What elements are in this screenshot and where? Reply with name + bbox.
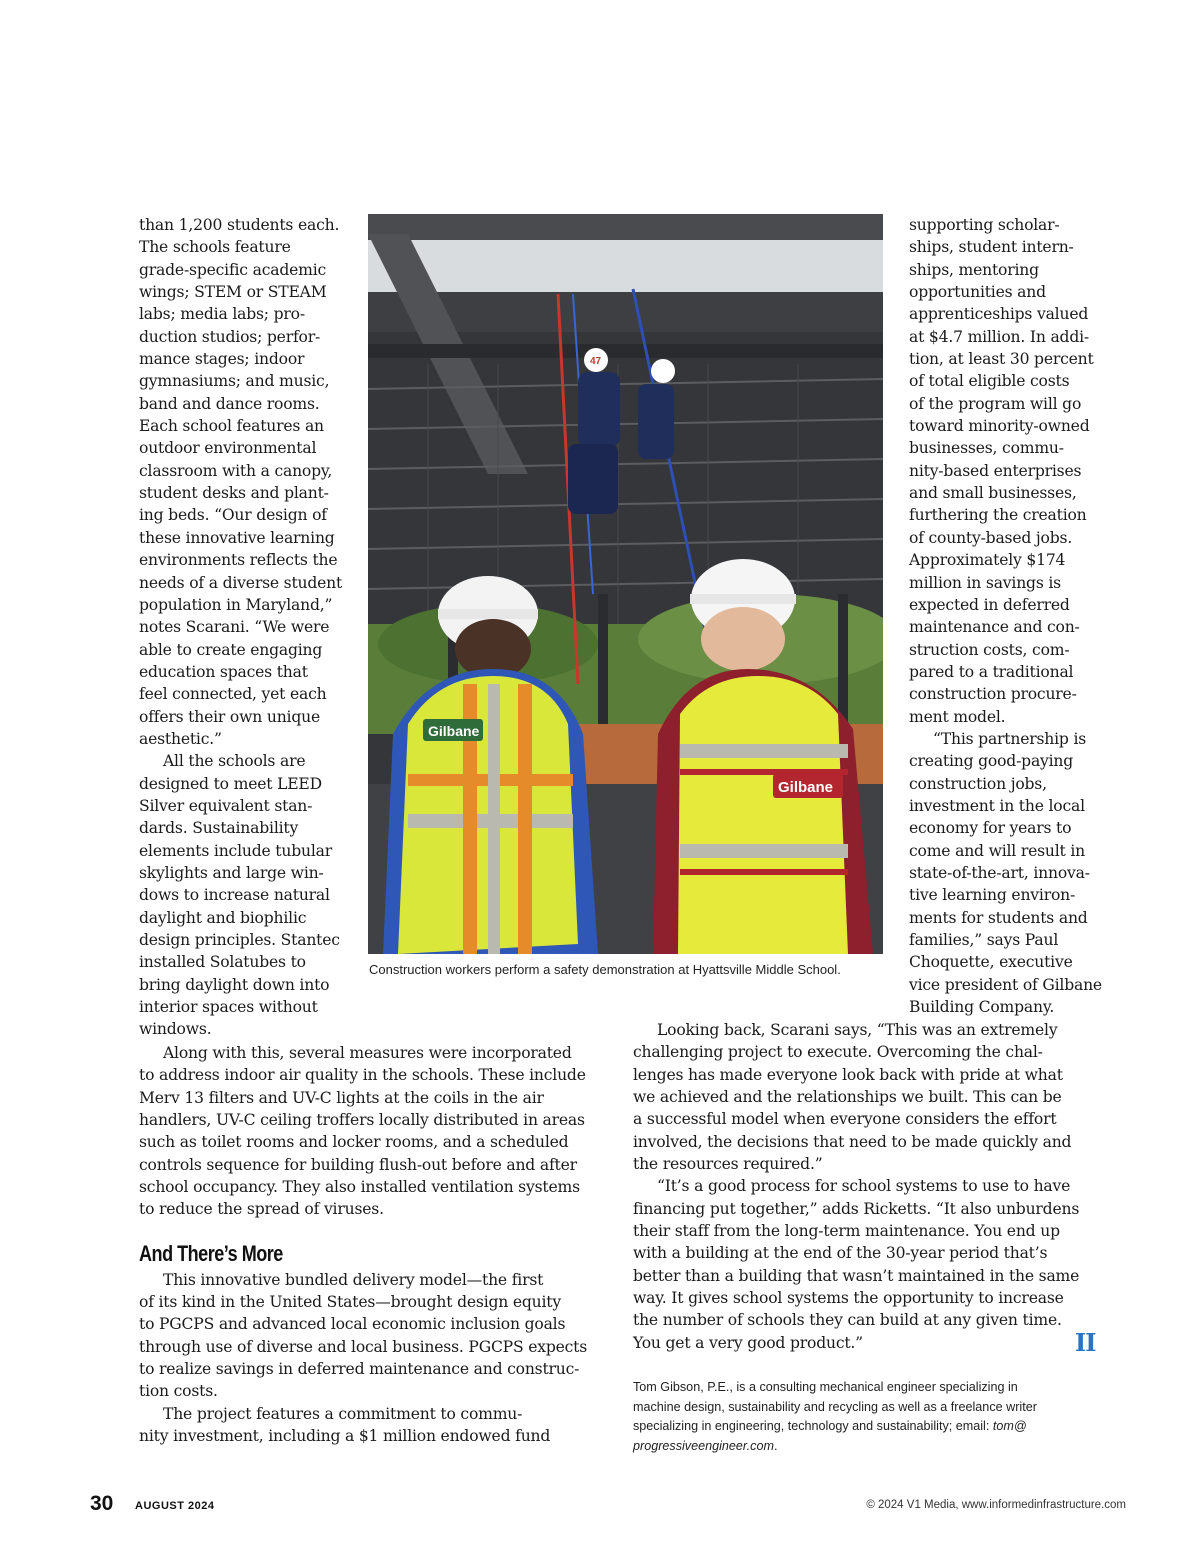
vest-logo-left: Gilbane (428, 723, 480, 739)
paragraph: than 1,200 students each. The schools feature grade-specific academic wings; STEM or STEAM labs; media labs; pro- duction studios; perfor- mance stages; indoor gymnasiums; and music, band and dance rooms. Each school features an outdoor environmental classroom with a canopy, student desks and plant- ing beds. “Our design of these innovative learning environments reflects the needs of a diverse student population in Maryland,” notes Scarani. “We were able to create engaging education spaces that feel connected, yet each offers their own unique aesthetic.” (139, 216, 343, 748)
paragraph: Looking back, Scarani says, “This was an extremely challenging project to execute. Overcoming the chal- lenges has made everyone look back with pride at what we achieved and the relationships we built. This can be a successful model when everyone considers the effort involved, the decisions that need to be made quickly and the resources required.” (633, 1021, 1072, 1174)
author-bio (633, 1378, 1093, 1456)
page-number: 30 (90, 1492, 114, 1515)
issue-date: AUGUST 2024 (135, 1500, 215, 1512)
paragraph: This innovative bundled delivery model—the first of its kind in the United States—brought design equity to PGCPS and advanced local economic inclusion goals through use of diverse and local business. PGCPS expects to realize savings in deferred maintenance and construc- tion costs. (139, 1270, 588, 1401)
article-column-right-top (909, 214, 1114, 1018)
article-column-left-bottom (139, 1042, 619, 1448)
vest-logo-right: Gilbane (778, 779, 834, 796)
section-heading: And There’s More (139, 1240, 283, 1266)
paragraph: “It’s a good process for school systems to use to have financing put together,” adds Ricketts. “It also unburdens their staff from the long-term maintenance. You end up with a building at the end of the 30-year period that’s better than a building that wasn’t maintained in the same way. It gives school systems the opportunity to increase the number of schools they can build at any given time. You get a very good product.” (633, 1177, 1080, 1352)
photo-caption: Construction workers perform a safety demonstration at Hyattsville Middle School. (369, 962, 841, 977)
author-email-link[interactable]: tom@ progressiveengineer.com (633, 1419, 1027, 1453)
paragraph: The project features a commitment to commu- nity investment, including a $1 million endowed fund (139, 1404, 551, 1446)
paragraph: Along with this, several measures were incorporated to address indoor air quality in the schools. These include Merv 13 filters and UV-C lights at the coils in the air handlers, UV-C ceiling troffers locally distributed in areas such as toilet rooms and locker rooms, and a scheduled controls sequence for building flush-out before and after school occupancy. They also installed ventilation systems to reduce the spread of viruses. (139, 1044, 586, 1219)
construction-photo (368, 214, 883, 954)
paragraph: All the schools are designed to meet LEED Silver equivalent stan- dards. Sustainability elements include tubular skylights and large win- dows to increase natural daylight and biophilic design principles. Stantec installed Solatubes to bring daylight down into interior spaces without windows. (139, 752, 340, 1039)
author-bio-text: Tom Gibson, P.E., is a consulting mechanical engineer specializing in machine design, sustainability and recycling as well as a freelance writer specializing in engineering, technology and sustainability; email: (633, 1380, 1037, 1433)
paragraph: supporting scholar- ships, student intern- ships, mentoring opportunities and apprenticeships valued at $4.7 million. In addi- tion, at least 30 percent of total eligible costs of the program will go toward minority-owned businesses, commu- nity-based enterprises and small businesses, furthering the creation of county-based jobs. Approximately $174 million in savings is expected in deferred maintenance and con- struction costs, com- pared to a traditional construction procure- ment model. (909, 216, 1094, 726)
photo-illustration (368, 214, 883, 954)
paragraph: “This partnership is creating good-paying construction jobs, investment in the local economy for years to come and will result in state-of-the-art, innova- tive learning environ- ments for students and families,” says Paul Choquette, executive vice president of Gilbane Building Company. (909, 729, 1102, 1017)
page-footer (90, 1492, 1130, 1522)
article-column-left-top (139, 214, 359, 1041)
helmet-number: 47 (590, 356, 602, 367)
author-bio-end: . (773, 1438, 778, 1453)
end-of-article-icon: II (1075, 1328, 1096, 1357)
copyright-notice: © 2024 V1 Media, www.informedinfrastructure.com (866, 1499, 1126, 1511)
article-column-right-bottom (633, 1019, 1103, 1354)
